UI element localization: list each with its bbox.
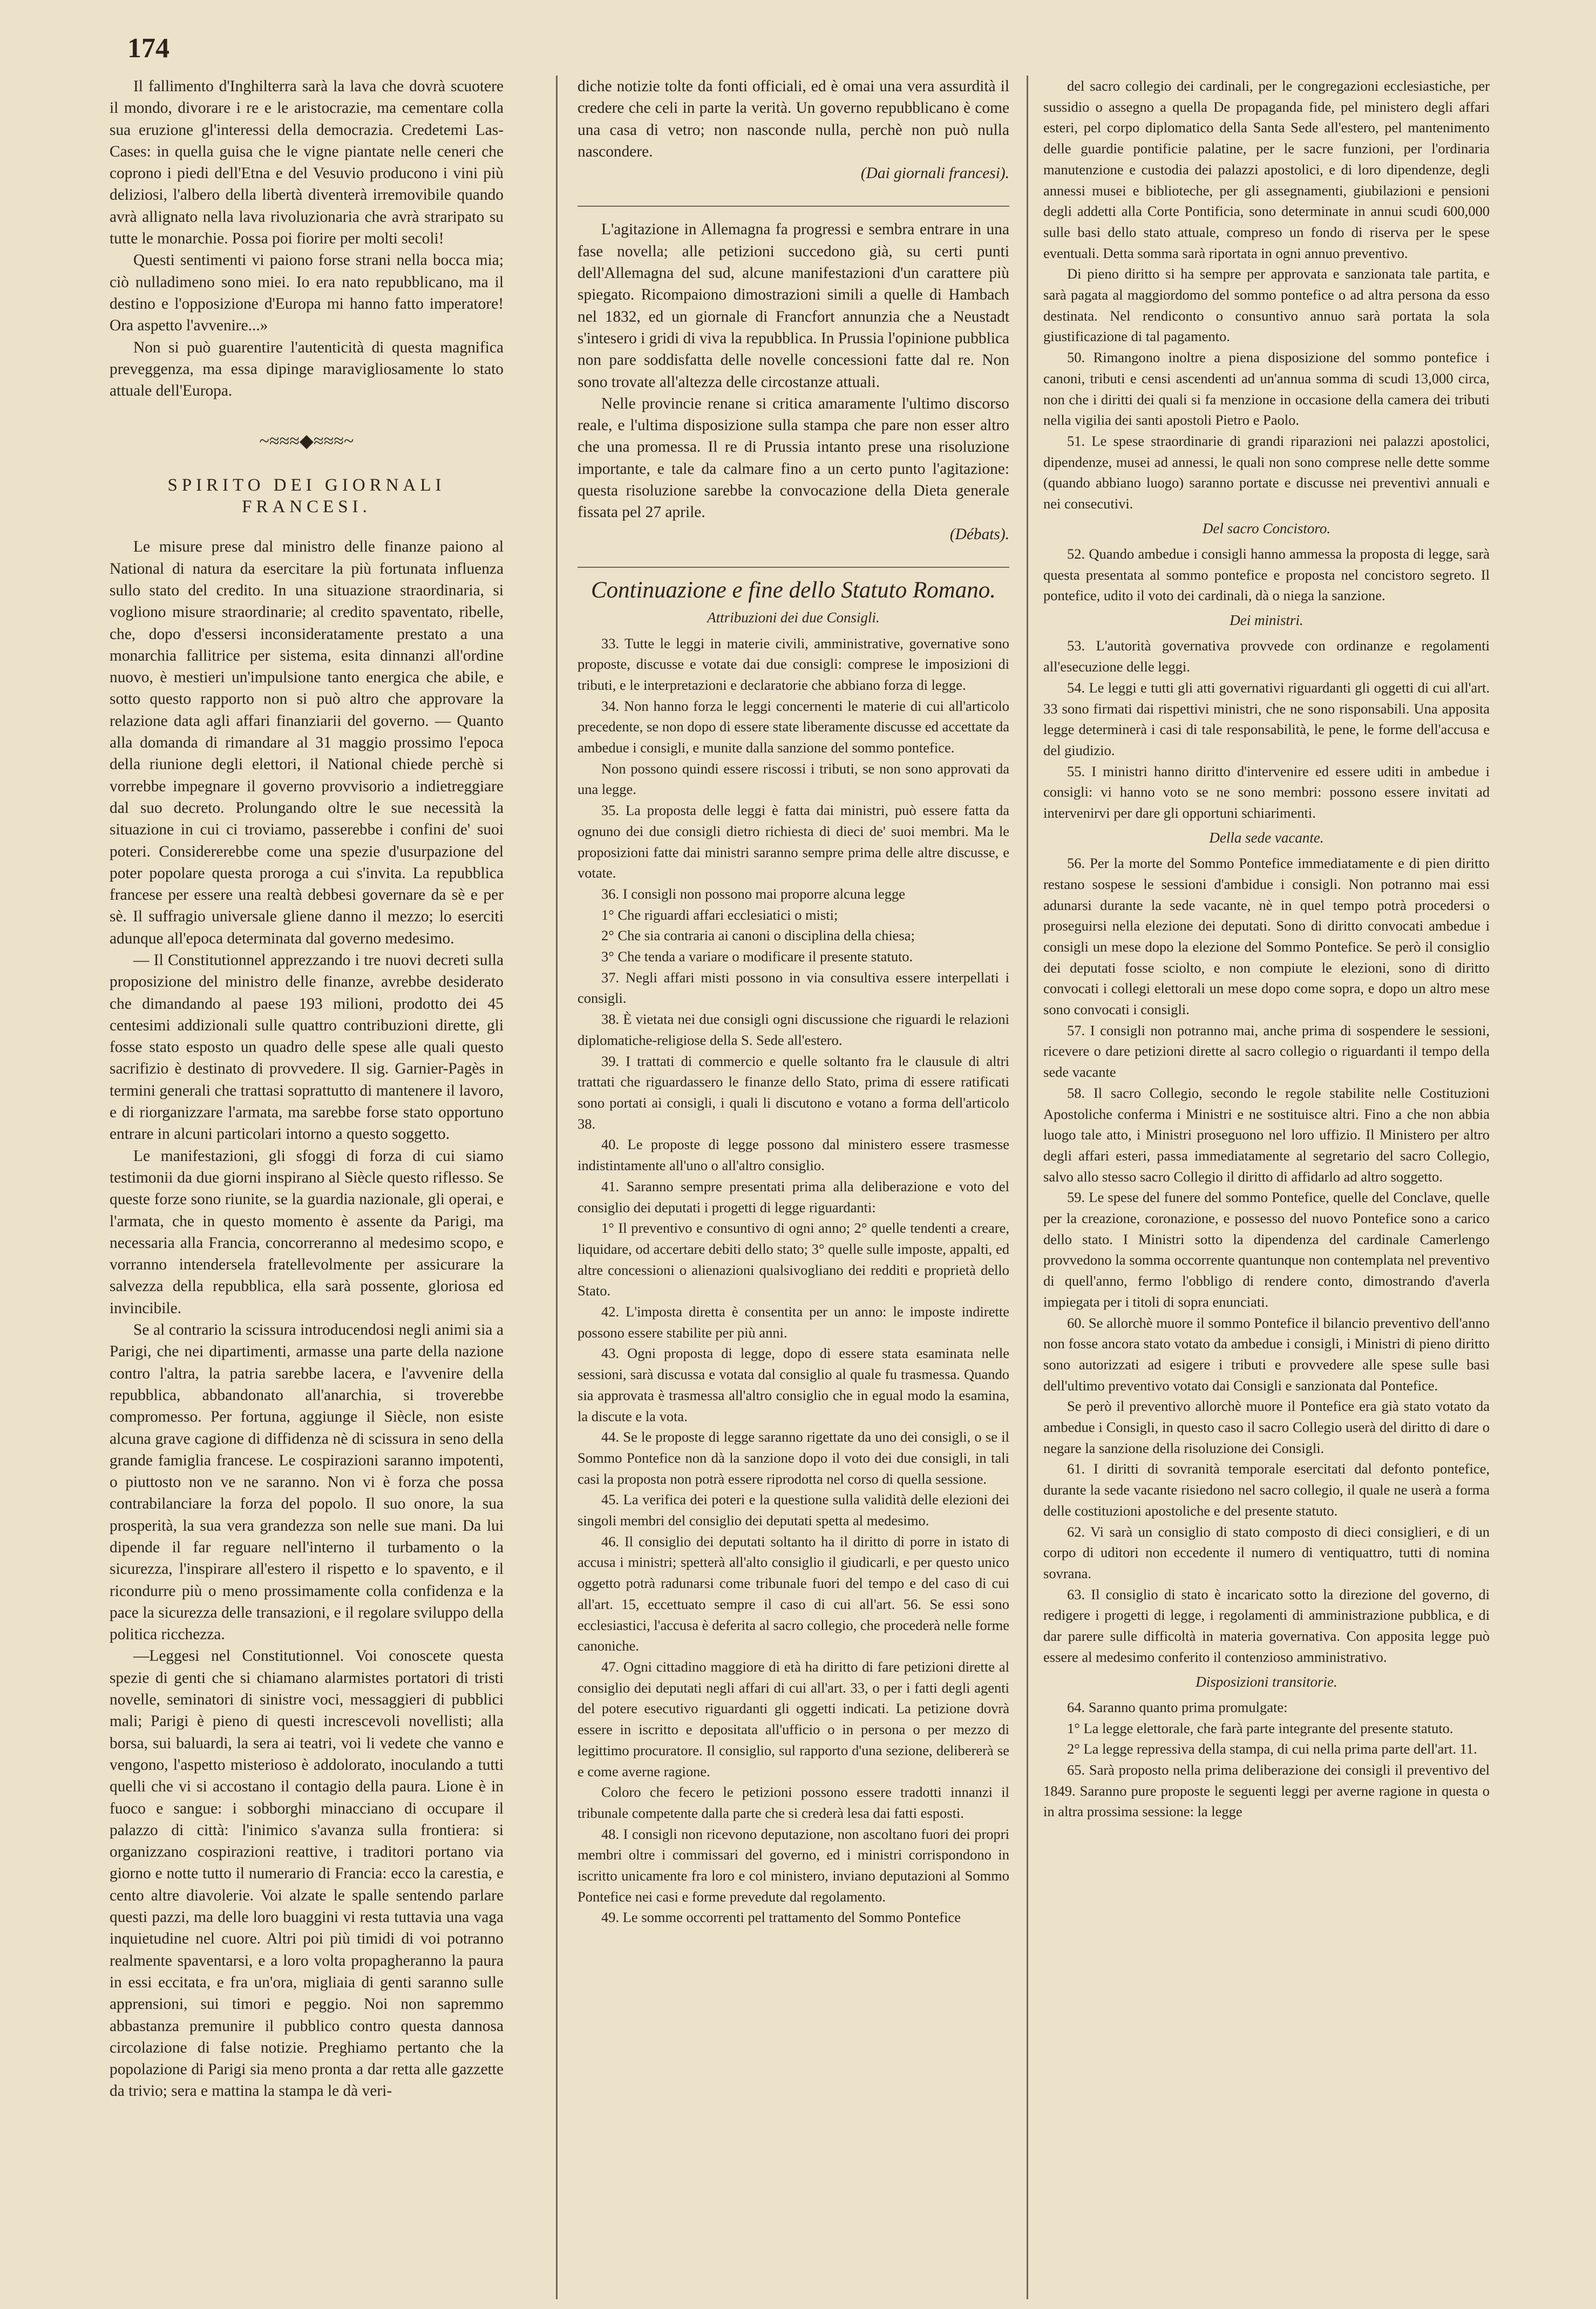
statute-article: 63. Il consiglio di stato è incaricato sotto la direzione del governo, di redigere i progetti di legge, i regolamenti di amministrazione pubblica, e di dar parere sulle difficoltà in materia governativa. Con apposita legge può essere al medesimo conferito il contenzioso amministrativo. xyxy=(1043,1586,1490,1665)
statute-article: 56. Per la morte del Sommo Pontefice immediatamente e di pien diritto restano sospese le sessioni d'ambidue i consigli. Non potranno mai essi adunarsi durante la sede vacante, nè in quel tempo potrà procedersi o proseguirsi nella elezione dei deputati. Sono di diritto convocati ambedue i consigli un mese dopo la elezione del Sommo Pontefice. Se però il consiglio dei deputati fosse sciolto, e non compiute le elezioni, sono di diritto convocati i collegi elettorali un mese dopo come sopra, e dopo un altro mese sono convocati i consigli. xyxy=(1043,855,1490,1018)
statute-article: Se però il preventivo allorchè muore il Pontefice era già stato votato da ambedue i Consigli, in questo caso il sacro Collegio userà del diritto di dare o negare la sanzione della risoluzione dei Consigli. xyxy=(1043,1398,1490,1456)
statute-article: 53. L'autorità governativa provvede con ordinanze e regolamenti all'esecuzione delle leggi. xyxy=(1043,637,1490,675)
statute-article: 39. I trattati di commercio e quelle soltanto fra le clausule di altri trattati che riguardassero le finanze dello Stato, prima di essere ratificati sono portati ai consigli, i quali li discutono e votano a forma dell'articolo 38. xyxy=(578,1052,1009,1132)
subheading-transitorie: Disposizioni transitorie. xyxy=(1196,1673,1337,1690)
statute-article: 46. Il consiglio dei deputati soltanto ha il diritto di porre in istato di accusa i ministri; spetterà all'alto consiglio il giudicarli, e per questo unico oggetto potrà radunarsi come tribunale fuori del tempo e del caso di cui all'art. 15, eccettuato sempre il caso di cui all'art. 56. Se essi sono ecclesiastici, l'accusa è deferita al sacro collegio, che procederà nelle forme canoniche. xyxy=(578,1533,1009,1654)
statute-article: 51. Le spese straordinarie di grandi riparazioni nei palazzi apostolici, dipendenze, musei ad annessi, le quali non sono comprese nelle dette somme (quando abbiano luogo) saranno portate e discusse nei preventivi annuali e nei consecutivi. xyxy=(1043,432,1490,512)
statute-article: 34. Non hanno forza le leggi concernenti le materie di cui all'articolo precedente, se non dopo di essere state liberamente discusse ed accettate da ambedue i consigli, e munite dalla sanzione del sommo pontefice. xyxy=(578,697,1009,756)
statute-article: 1° Il preventivo e consuntivo di ogni anno; 2° quelle tendenti a creare, liquidare, od accertare debiti dello stato; 3° quelle sulle imposte, appalti, ed altre concessioni o alienazioni qualsivogliano dei redditi e proprietà dello Stato. xyxy=(578,1220,1009,1299)
statute-article: 2° La legge repressiva della stampa, di cui nella prima parte dell'art. 11. xyxy=(1067,1741,1477,1757)
subheading-concistoro: Del sacro Concistoro. xyxy=(1202,520,1331,536)
statute-article: 3° Che tenda a variare o modificare il presente statuto. xyxy=(601,948,913,965)
column-2 xyxy=(578,76,1009,1928)
statute-article: 42. L'imposta diretta è consentita per un anno: le imposte indirette possono essere stabilite per più anni. xyxy=(578,1303,1009,1341)
statute-article: 60. Se allorchè muore il sommo Pontefice il bilancio preventivo dell'anno non fosse ancora stato votato da ambedue i consigli, i Ministri di pieno diritto sono autorizzati ad esigere i tributi e provvedere alle spese sulle basi dell'ultimo preventivo votato dai Consigli e sanzionata dal Pontefice. xyxy=(1043,1314,1490,1394)
article-paragraph: L'agitazione in Allemagna fa progressi e sembra entrare in una fase novella; alle petizioni succedono già, su certi punti dell'Allemagna del sud, alcune manifestazioni d'un carattere più spiegato. Ricompaiono dimostrazioni simili a quelle di Hambach nel 1832, ed un giornale di Francfort annunzia che a Neustadt s'intesero i gridi di viva la repubblica. In Prussia l'opinione pubblica non pare soddisfatta delle novelle concessioni fatte dal re. Non sono trovate all'altezza delle circostanze attuali. xyxy=(578,221,1009,391)
statute-articles xyxy=(1043,544,1490,606)
authenticity-note: Non si può guarentire l'autenticità di questa magnifica preveggenza, ma essa dipinge maravigliosamente lo stato attuale dell'Europa. xyxy=(110,338,504,400)
statute-article: 1° Che riguardi affari ecclesiatici o misti; xyxy=(601,906,838,923)
source-attribution: (Débats). xyxy=(949,525,1009,543)
statute-article: 44. Se le proposte di legge saranno rigettate da uno dei consigli, o se il Sommo Pontefice non dà la sanzione dopo il voto dei due consigli, in tali casi la proposta non potrà essere riprodotta nel corso di quella sessione. xyxy=(578,1429,1009,1487)
statute-article: 37. Negli affari misti possono in via consultiva essere interpellati i consigli. xyxy=(578,969,1009,1007)
article-paragraph: — Il Constitutionnel apprezzando i tre nuovi decreti sulla proposizione del ministro delle finanze, avrebbe desiderato che dimandando al paese 193 milioni, prodotto dei 45 centesimi addizionali sulle quattro contribuzioni dirette, gli fosse stato esposto un quadro delle spese alle quali questo sacrifizio è destinato di provvedere. Il sig. Garnier-Pagès in termini generali che trattasi soprattutto di mantenere il lavoro, e di riorganizzare l'armata, ma sarebbe forse stato opportuno entrare in alcuni particolari intorno a questo soggetto. xyxy=(110,951,504,1143)
subheading-ministri: Dei ministri. xyxy=(1230,612,1303,629)
statute-article: Di pieno diritto si ha sempre per approvata e sanzionata tale partita, e sarà pagata al maggiordomo del sommo pontefice o ad altra persona da esso destinata. Nel rendiconto o consuntivo annuo sarà portata la sola giustificazione di tal pagamento. xyxy=(1043,266,1490,345)
statute-article: 49. Le somme occorrenti pel trattamento del Sommo Pontefice xyxy=(601,1909,961,1926)
column-rule-right xyxy=(1027,76,1028,2299)
statute-article: Non possono quindi essere riscossi i tributi, se non sono approvati da una legge. xyxy=(578,760,1009,798)
article-paragraph: Le misure prese dal ministro delle finanze paiono al National di natura da esercitare la più fortunata influenza sullo stato del credito. In una situazione straordinaria, si vogliono misure straordinarie; al credito spaventato, ribelle, che, dopo d'essersi inconsideratamente prestato a una monarchia fallitrice per sistema, esita dinnanzi all'ordine nuovo, è mestieri un'impulsione tanto energica che abile, e sotto questo rapporto non si può altro che approvare la relazione data agli affari finanziarii del governo. — Quanto alla domanda di rimandare al 31 maggio prossimo l'epoca della riunione degli elettori, il National chiede perchè si vorrebbe impegnare il governo provvisorio a indietreggiare dal suo decreto. Prolungando oltre le sue necessità la situazione in cui ci troviamo, passerebbe i confini de' suoi poteri. Considererebbe come una spezie d'usurpazione del poter popolare questa proroga a cui s'invita. La repubblica francese per essere una realtà debbesi governare da sè e per sè. Il suffragio universale gliene danno il mezzo; lo eserciti adunque all'epoca determinata dal governo medesimo. xyxy=(110,538,504,947)
statute-article: 64. Saranno quanto prima promulgate: xyxy=(1067,1699,1288,1715)
page-number: 174 xyxy=(127,33,169,64)
statute-article: 35. La proposta delle leggi è fatta dai ministri, può essere fatta da ognuno dei due consigli dietro richiesta di dieci de' suoi membri. Ma le proposizioni fatte dai ministri saranno sempre prima delle altre discusse, e votate. xyxy=(578,802,1009,881)
statute-heading: Continuazione e fine dello Statuto Romano. xyxy=(590,577,996,603)
article-paragraph: —Leggesi nel Constitutionnel. Voi conoscete questa spezie di genti che si chiamano alarmistes portatori di tristi novelle, seminatori di sinistre voci, messaggieri di pubblici mali; Parigi è pieno di questi increscevoli novellisti; alla borsa, sui baluardi, la sera ai teatri, voi li vedete che vanno e vengono, l'aspetto misterioso è addolorato, inoculando a tutti quelli che vi si accostano il contagio della paura. Lione è in fuoco e sangue: i sobborghi minacciano di occupare il palazzo di città: l'inimico s'avanza sulla frontiera: si organizzano cospirazioni reattive, i traditori portano via giorno e notte tutto il numerario di Francia: ecco la carestia, e cento altre diavolerie. Voi alzate le spalle sentendo parlare questi pazzi, ma delle loro buaggini vi resta tuttavia una vaga inquietudine nel cuore. Altri poi più timidi di voi potranno realmente spaventarsi, e a loro volta propagheranno la paura in essi eccitata, e fra un'ora, migliaia di genti saranno sulle apprensioni, sui timori e peggio. Noi non sapremmo abbastanza premunire il pubblico contro questa dannosa circolazione di false notizie. Preghiamo pertanto che la popolazione di Parigi sia meno pronta a dar retta alle gazzette da trivio; sera e mattina la stampa le dà veri- xyxy=(110,1647,504,2100)
column-1 xyxy=(110,76,504,2102)
column-3 xyxy=(1043,76,1490,1822)
napoleon-quote-paragraph: Questi sentimenti vi paiono forse strani nella bocca mia; ciò nulladimeno sono miei. Io era nato repubblicano, ma il destino e l'opposizione d'Europa mi hanno fatto imperatore! Ora aspetto l'avvenire...» xyxy=(110,252,504,335)
statute-article: 58. Il sacro Collegio, secondo le regole stabilite nelle Costituzioni Apostoliche conferma i Ministri e ne sostituisce altri. Fino a che non abbia luogo tale atto, i Ministri proseguono nel loro uffizio. Il Ministero per altro degli affari esteri, passa immediatamente al segretario del sacro Collegio, salvo allo stesso sacro Collegio il diritto di affidarlo ad altro soggetto. xyxy=(1043,1084,1490,1185)
column-rule-left xyxy=(556,76,558,2299)
section-ornament: ~≈≈≈◆≈≈≈~ xyxy=(259,431,354,452)
statute-articles xyxy=(578,633,1009,1928)
section-title: SPIRITO DEI GIORNALI FRANCESI. xyxy=(167,475,446,517)
statute-article: 54. Le leggi e tutti gli atti governativi riguardanti gli oggetti di cui all'art. 33 sono firmati dai rispettivi ministri, che ne sono risponsabili. Una apposita legge determinerà i casi di tale responsabilità, le pene, le forme dell'accusa e del giudizio. xyxy=(1043,679,1490,758)
statute-article: 48. I consigli non ricevono deputazione, non ascoltano fuori dei propri membri oltre i commissari del governo, ed i ministri corrispondono in iscritto unicamente fra loro e col ministero, inviano deputazioni al Sommo Pontefice nei casi e forme prevedute dal regolamento. xyxy=(578,1825,1009,1905)
statute-article: 43. Ogni proposta di legge, dopo di essere stata esaminata nelle sessioni, sarà discussa e votata dal consiglio al quale fu trasmessa. Quando sia approvata è trasmessa all'altro consiglio che in egual modo la esamina, la discute e la vota. xyxy=(578,1345,1009,1424)
statute-article: 65. Sarà proposto nella prima deliberazione dei consigli il preventivo del 1849. Saranno pure proposte le seguenti leggi per averne ragione in questa o in altra prossima sessione: la legge xyxy=(1043,1761,1490,1820)
statute-article: 59. Le spese del funere del sommo Pontefice, quelle del Conclave, quelle per la creazione, coronazione, e possesso del nuovo Pontefice sono a carico dello stato. I Ministri sotto la dipendenza del cardinale Camerlengo provvedono la somma occorrente quantunque non contemplata nel preventivo di quell'anno, fermo l'obbligo di rendere conto, dimostrando d'averla impiegata per i titoli di sopra enunciati. xyxy=(1043,1189,1490,1310)
statute-article: 57. I consigli non potranno mai, anche prima di sospendere le sessioni, ricevere o dare petizioni dirette al sacro collegio o riguardanti il tempo della sede vacante xyxy=(1043,1022,1490,1081)
statute-article: 61. I diritti di sovranità temporale esercitati dal defonto pontefice, durante la sede vacante risiedono nel sacro collegio, il quale ne userà a forma delle costituzioni apostoliche e del presente statuto. xyxy=(1043,1461,1490,1519)
statute-article: 41. Saranno sempre presentati prima alla deliberazione e voto del consiglio dei deputati i progetti di legge riguardanti: xyxy=(578,1178,1009,1215)
statute-article: del sacro collegio dei cardinali, per le congregazioni ecclesiastiche, per sussidio o assegno a quella De propaganda fide, pel ministero degli affari esteri, pel corpo diplomatico della Santa Sede all'estero, pel mantenimento delle guardie pontificie palatine, per le sacre funzioni, per l'ordinaria manutenzione e custodia dei palazzi apostolici, e di loro dipendenze, degli annessi musei e biblioteche, per gli assegnamenti, giubilazioni e pensioni degli addetti alla Corte Pontificia, sono determinate in annui scudi 600,000 sulle basi dello stato attuale, compreso un fondo di riserva per le spese eventuali. Detta somma sarà riportata in ogni annuo preventivo. xyxy=(1043,78,1490,261)
statute-article: 36. I consigli non possono mai proporre alcuna legge xyxy=(601,885,905,902)
statute-articles xyxy=(1043,76,1490,514)
statute-article: 62. Vi sarà un consiglio di stato composto di dieci consiglieri, e di un corpo di uditori non eccedente il numero di ventiquattro, tutti di nomina sovrana. xyxy=(1043,1523,1490,1581)
napoleon-quote-paragraph: Il fallimento d'Inghilterra sarà la lava che dovrà scuotere il mondo, divorare i re e le aristocrazie, ma cementare colla sua eruzione gl'interessi della democrazia. Credetemi Las-Cases: in quella guisa che le vigne piantate nelle ceneri che coprono i piedi dell'Etna e del Vesuvio producono i vini più deliziosi, l'albero della libertà diventerà irremovibile quando avrà allignato nella lava rivoluzionaria che avrà straripato su tutte le monarchie. Possa poi fiorire per molti secoli! xyxy=(110,78,504,248)
statute-article: 55. I ministri hanno diritto d'intervenire ed essere uditi in ambedue i consigli: vi hanno voto se ne sono membri: possono essere invitati ad intervenirvi per dare gli opportuni schiarimenti. xyxy=(1043,763,1490,821)
article-paragraph: Se al contrario la scissura introducendosi negli animi sia a Parigi, che nei dipartimenti, armasse una parte della nazione contro l'altra, la patria sarebbe lacera, e l'avvenire della repubblica, abbandonato all'anarchia, si troverebbe compromesso. Per fortuna, aggiunge il Siècle, non esiste alcuna grave cagione di diffidenza nè di scissura in seno della grande famiglia francese. Le cospirazioni saranno impotenti, o piuttosto non ve ne saranno. Non vi è forza che possa contrabilanciare la forza del popolo. Il suo onore, la sua prosperità, la sua vera grandezza son nelle sue mani. Da lui dipende il far reguare nell'interno il turbamento o la sicurezza, l'inspirare all'estero il rispetto e lo spavento, e il ricondurre più o meno prossimamente colla confidenza e la pace la sicurezza delle transazioni, e il regolare sviluppo della politica ricchezza. xyxy=(110,1321,504,1644)
divider xyxy=(578,567,1009,568)
source-attribution: (Dai giornali francesi). xyxy=(860,165,1009,182)
statute-subheading: Attribuzioni dei due Consigli. xyxy=(707,609,880,626)
statute-article: 47. Ogni cittadino maggiore di età ha diritto di fare petizioni dirette al consiglio dei deputati negli affari di cui all'art. 33, o per i fatti degli agenti del potere esecutivo riguardanti gli oggetti indicati. La petizione dovrà essere in iscritto e depositata all'ufficio o in persona o per mezzo di legittimo procuratore. Il consiglio, sul rapporto d'una sezione, delibererà se e come averne ragione. xyxy=(578,1658,1009,1780)
statute-article: 38. È vietata nei due consigli ogni discussione che riguardi le relazioni diplomatiche-religiose della S. Sede all'estero. xyxy=(578,1011,1009,1048)
statute-article: Coloro che fecero le petizioni possono essere tradotti innanzi il tribunale competente dalla parte che si crederà lesa dai fatti esposti. xyxy=(578,1784,1009,1821)
statute-article: 50. Rimangono inoltre a piena disposizione del sommo pontefice i canoni, tributi e censi ascendenti ad un'annua somma di scudi 13,000 circa, non che i diritti dei quali si fa menzione in occasione della camera dei tributi nella vigilia dei santi apostoli Pietro e Paolo. xyxy=(1043,349,1490,429)
statute-articles xyxy=(1043,1697,1490,1822)
statute-article: 1° La legge elettorale, che farà parte integrante del presente statuto. xyxy=(1067,1720,1454,1736)
statute-articles xyxy=(1043,635,1490,823)
statute-article: 40. Le proposte di legge possono dal ministero essere trasmesse indistintamente all'uno o all'altro consiglio. xyxy=(578,1136,1009,1174)
statute-article: 33. Tutte le leggi in materie civili, amministrative, governative sono proposte, discusse e votate dai due consigli: comprese le imposizioni di tributi, e le interpretazioni e declaratorie che abbiano forza di legge. xyxy=(578,635,1009,693)
subheading-sede-vacante: Della sede vacante. xyxy=(1209,829,1324,846)
divider xyxy=(578,206,1009,207)
statute-article: 52. Quando ambedue i consigli hanno ammessa la proposta di legge, sarà questa presentata al sommo pontefice e proposta nel concistoro segreto. Il pontefice, udito il voto dei cardinali, dà o niega la sanzione. xyxy=(1043,546,1490,604)
statute-articles xyxy=(1043,853,1490,1667)
article-paragraph: Nelle provincie renane si critica amaramente l'ultimo discorso reale, e l'ultima disposizione sulla stampa che pare non esser altro che una promessa. Il re di Prussia intanto prese una risoluzione importante, e tale da calmare fino a un certo punto l'agitazione: questa risoluzione sarebbe la convocazione della Dieta generale fissata pel 27 aprile. xyxy=(578,395,1009,521)
article-paragraph: Le manifestazioni, gli sfoggi di forza di cui siamo testimonii da due giorni inspirano al Siècle questo riflesso. Se queste forze sono riunite, se la guardia nazionale, gli operai, e l'armata, che in questo momento è assente da Parigi, ma necessaria alla Francia, concorreranno al medesimo scopo, e vorranno intendersela fratellevolmente per assicurare la salvezza della repubblica, ella sarà possente, gloriosa ed invincibile. xyxy=(110,1147,504,1317)
article-paragraph: diche notizie tolte da fonti officiali, ed è omai una vera assurdità il credere che celi in parte la verità. Un governo repubblicano è come una casa di vetro; non nasconde nulla, perchè non può nulla nascondere. xyxy=(578,78,1009,160)
statute-article: 2° Che sia contraria ai canoni o disciplina della chiesa; xyxy=(601,927,915,944)
statute-article: 45. La verifica dei poteri e la questione sulla validità delle elezioni dei singoli membri del consiglio dei deputati spetta al medesimo. xyxy=(578,1491,1009,1529)
